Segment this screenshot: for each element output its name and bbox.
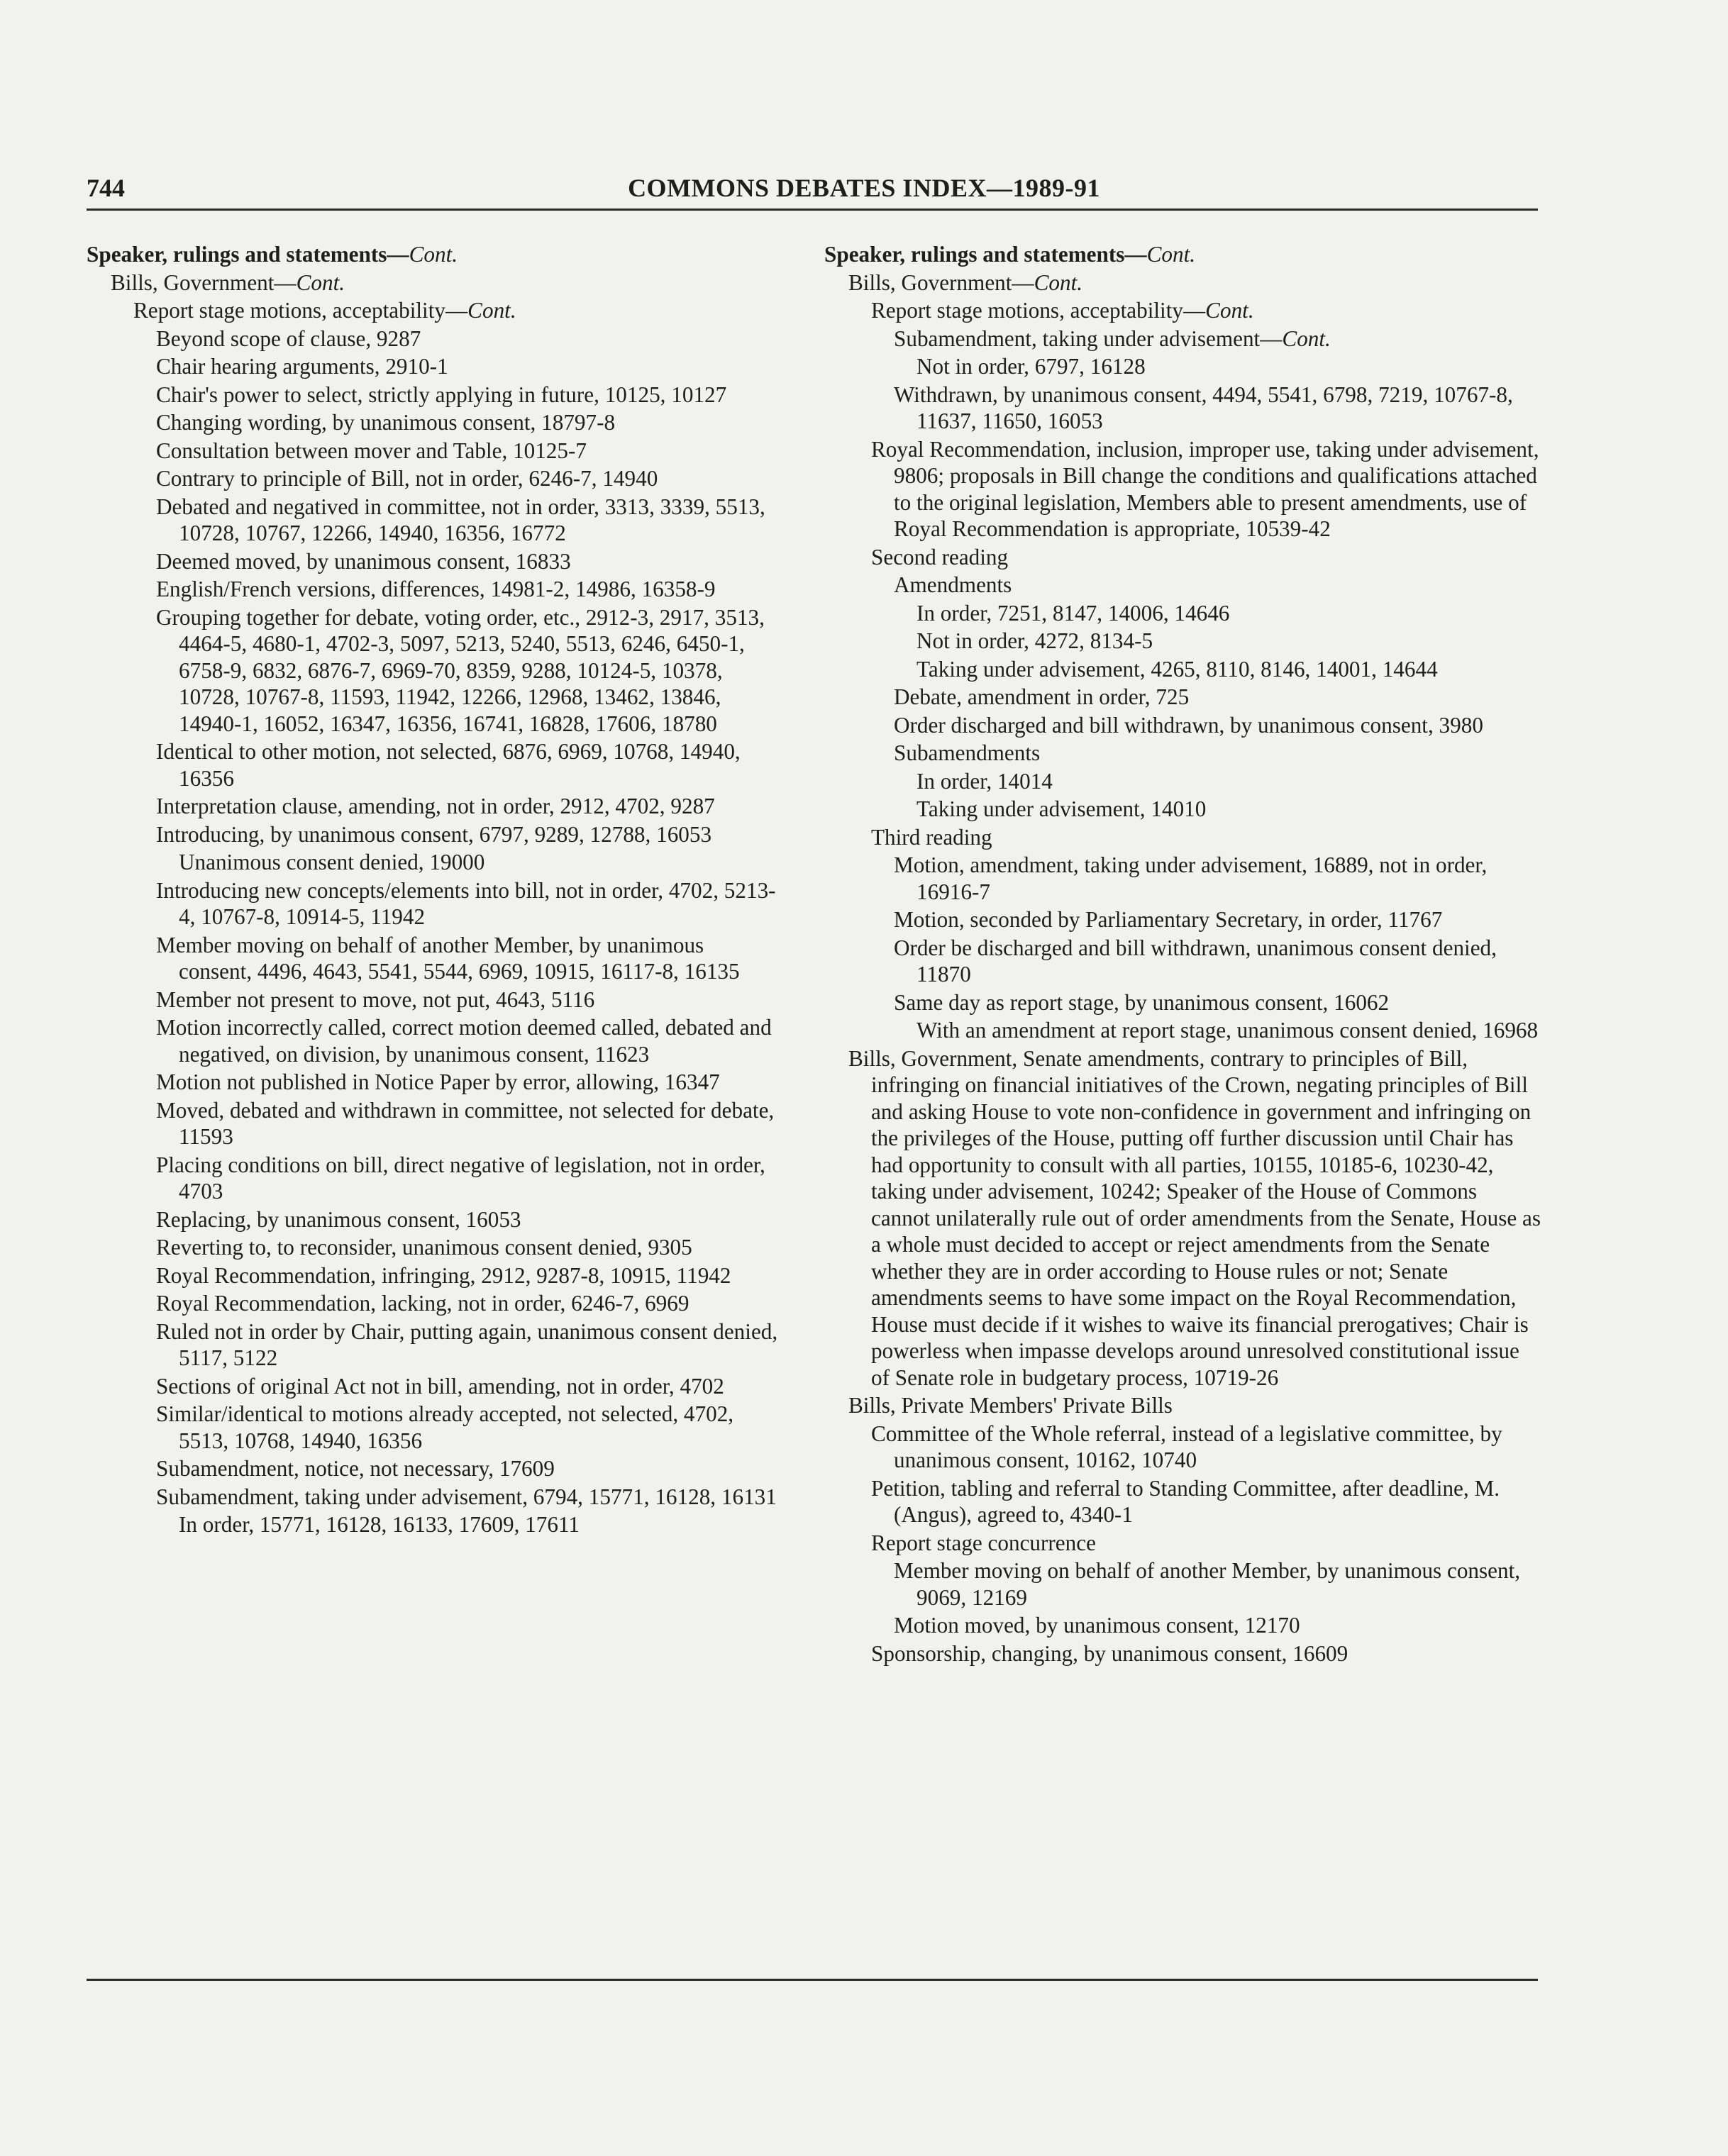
entry-text: Subamendments [894,740,1041,765]
continued-marker: Cont. [1146,242,1196,267]
entry-text: Motion incorrectly called, correct motion deemed called, debated and negatived, on division, by unanimous consent, 11623 [156,1015,772,1067]
entry-text: Bills, Government, Senate amendments, contrary to principles of Bill, infringing on financial initiatives of the Crown, negating principles of Bill and asking House to vote non-confidence in government and infringing on the privileges of the House, putting off further discussion until Chair has had opportunity to consult with all parties, 10155, 10185-6, 10230-42, taking under advisement, 10242; Speaker of the House of Commons cannot unilaterally rule out of order amendments from the Senate, House as a whole must decided to accept or reject amendments from the Senate whether they are in order according to House rules or not; Senate amendments seems to have some impact on the Royal Recommendation, House must decide if it wishes to waive its financial prerogatives; Chair is powerless when impasse develops around unresolved constitutional issue of Senate role in budgetary process, 10719-26 [848,1045,1541,1390]
index-entry [87,1484,782,1511]
entry-text: Bills, Government— [848,270,1034,295]
index-entry [824,684,1541,711]
entry-text: Third reading [871,824,992,850]
continued-marker: Cont. [1205,298,1254,323]
entry-text: Sections of original Act not in bill, amending, not in order, 4702 [156,1373,724,1399]
index-entry [87,738,782,791]
entry-text: Interpretation clause, amending, not in order, 2912, 4702, 9287 [156,794,715,818]
entry-text: Amendments [894,572,1012,597]
index-entry [87,793,782,820]
entry-text: Taking under advisement, 14010 [916,796,1207,821]
entry-text: In order, 15771, 16128, 16133, 17609, 17611 [179,1512,580,1537]
index-entry [87,1014,782,1067]
index-entry [824,935,1541,988]
entry-text: Debate, amendment in order, 725 [894,684,1190,709]
entry-text: Moved, debated and withdrawn in committee, not selected for debate, 11593 [156,1097,775,1149]
entry-text: Royal Recommendation, lacking, not in order, 6246-7, 6969 [156,1291,689,1316]
continued-marker: Cont. [467,298,516,323]
entry-text: Report stage motions, acceptability— [133,298,468,323]
index-entry [824,796,1541,823]
entry-text: Member not present to move, not put, 4643, 5116 [156,987,595,1012]
footer-rule [87,1979,1538,1981]
continued-marker: Cont. [296,270,345,295]
entry-text: Speaker, rulings and statements— [824,242,1147,267]
index-entry [824,1421,1541,1474]
index-entry [824,382,1541,435]
continued-marker: Cont. [1034,270,1083,295]
entry-text: Replacing, by unanimous consent, 16053 [156,1206,521,1232]
index-entry [87,409,782,436]
index-entry [87,1262,782,1289]
entry-text: Committee of the Whole referral, instead of a legislative committee, by unanimous consent, 10162, 10740 [871,1421,1502,1472]
index-entry [824,572,1541,599]
index-entry [824,740,1541,767]
entry-text: Deemed moved, by unanimous consent, 16833 [156,548,571,574]
index-entry [824,1612,1541,1639]
continued-marker: Cont. [1282,326,1331,351]
entry-text: Motion moved, by unanimous consent, 12170 [894,1613,1300,1638]
entry-text: Consultation between mover and Table, 10125-7 [156,438,587,463]
index-entry [87,877,782,930]
index-entry [824,1045,1541,1391]
index-entry [824,768,1541,795]
entry-text: Bills, Private Members' Private Bills [848,1393,1173,1418]
entry-text: Unanimous consent denied, 19000 [179,850,485,874]
entry-text: Same day as report stage, by unanimous consent, 16062 [894,989,1390,1015]
index-entry [87,1373,782,1400]
entry-text: Changing wording, by unanimous consent, 18797-8 [156,410,616,435]
index-entry [824,824,1541,851]
entry-text: Order be discharged and bill withdrawn, unanimous consent denied, 11870 [894,935,1497,987]
index-entry [87,297,782,324]
running-title: COMMONS DEBATES INDEX—1989-91 [628,174,1100,202]
entry-text: Order discharged and bill withdrawn, by unanimous consent, 3980 [894,712,1483,738]
entry-text: Petition, tabling and referral to Standing Committee, after deadline, M. (Angus), agreed to, 4340-1 [871,1475,1500,1527]
index-entry [87,1401,782,1454]
entry-text: Grouping together for debate, voting order, etc., 2912-3, 2917, 3513, 4464-5, 4680-1, 4702-3, 5097, 5213, 5240, 5513, 6246, 6450-1, 6758-9, 6832, 6876-7, 6969-70, 8359, 9288, 10124-5, 10378, 10728, 10767-8, 11593, 11942, 12266, 12968, 13462, 13846, 14940-1, 16052, 16347, 16356, 16741, 16828, 17606, 18780 [156,604,765,736]
index-entry [87,1511,782,1538]
entry-text: Contrary to principle of Bill, not in order, 6246-7, 14940 [156,466,658,491]
entry-text: Not in order, 6797, 16128 [916,354,1146,379]
index-entry [824,852,1541,905]
index-entry [824,270,1541,296]
index-entry [824,1557,1541,1611]
continued-marker: Cont. [409,242,458,267]
entry-text: Motion, amendment, taking under advisement, 16889, not in order, 16916-7 [894,852,1488,904]
index-entry [824,1392,1541,1419]
index-entry [87,494,782,547]
entry-text: Member moving on behalf of another Member, by unanimous consent, 9069, 12169 [894,1558,1521,1610]
index-entry [87,821,782,848]
index-entry [824,326,1541,352]
entry-text: Withdrawn, by unanimous consent, 4494, 5541, 6798, 7219, 10767-8, 11637, 11650, 16053 [894,382,1513,433]
index-entry [824,297,1541,324]
header-rule [87,209,1538,211]
index-entry [824,628,1541,655]
index-entry [87,849,782,876]
entry-text: With an amendment at report stage, unanimous consent denied, 16968 [916,1018,1539,1043]
index-entry [87,1097,782,1150]
entry-text: Subamendment, taking under advisement— [894,326,1283,351]
entry-text: Identical to other motion, not selected, 6876, 6969, 10768, 14940, 16356 [156,739,741,791]
entry-text: Royal Recommendation, inclusion, improper use, taking under advisement, 9806; proposals in Bill change the conditions and qualifications attached to the original legislation, Members able to present amendments, use of Royal Recommendation is appropriate, 10539-42 [871,436,1539,541]
entry-text: Chair hearing arguments, 2910-1 [156,354,448,379]
index-entry [87,987,782,1013]
entry-text: In order, 14014 [916,768,1053,794]
entry-text: Sponsorship, changing, by unanimous consent, 16609 [871,1640,1348,1666]
entry-text: Royal Recommendation, infringing, 2912, 9287-8, 10915, 11942 [156,1262,731,1288]
entry-text: Taking under advisement, 4265, 8110, 8146, 14001, 14644 [916,656,1438,682]
entry-text: Second reading [871,544,1009,569]
index-entry [87,1290,782,1317]
index-entry [87,465,782,492]
index-entry [87,1318,782,1372]
index-entry [824,436,1541,543]
index-entry [824,600,1541,627]
entry-text: Not in order, 4272, 8134-5 [916,628,1153,653]
index-entry [87,353,782,380]
index-entry [87,548,782,575]
index-entry [87,604,782,738]
entry-text: Introducing, by unanimous consent, 6797, 9289, 12788, 16053 [156,821,712,847]
index-entry [824,906,1541,933]
index-entry [87,1234,782,1261]
index-entry [87,438,782,465]
entry-text: English/French versions, differences, 14981-2, 14986, 16358-9 [156,577,716,601]
index-entry [824,712,1541,739]
entry-text: Ruled not in order by Chair, putting again, unanimous consent denied, 5117, 5122 [156,1318,778,1370]
entry-text: Placing conditions on bill, direct negative of legislation, not in order, 4703 [156,1152,765,1204]
entry-text: In order, 7251, 8147, 14006, 14646 [916,600,1230,626]
index-entry [87,326,782,352]
entry-text: Speaker, rulings and statements— [87,242,409,267]
index-entry [824,1530,1541,1557]
entry-text: Motion, seconded by Parliamentary Secretary, in order, 11767 [894,907,1443,932]
page-number: 744 [87,174,125,202]
entry-text: Beyond scope of clause, 9287 [156,326,421,351]
index-entry [824,353,1541,380]
index-entry [824,544,1541,571]
index-entry [824,989,1541,1016]
index-entry [87,1152,782,1205]
entry-text: Bills, Government— [111,270,297,295]
index-heading [824,241,1541,268]
index-heading [87,241,782,268]
entry-text: Introducing new concepts/elements into bill, not in order, 4702, 5213-4, 10767-8, 10914-5, 11942 [156,877,776,929]
index-column-right [824,241,1541,1668]
entry-text: Subamendment, notice, not necessary, 17609 [156,1456,555,1481]
index-entry [87,382,782,409]
index-entry [87,270,782,296]
entry-text: Debated and negatived in committee, not in order, 3313, 3339, 5513, 10728, 10767, 12266, 14940, 16356, 16772 [156,494,765,545]
entry-text: Subamendment, taking under advisement, 6794, 15771, 16128, 16131 [156,1484,777,1509]
index-entry [824,1640,1541,1667]
index-entry [824,1017,1541,1044]
entry-text: Chair's power to select, strictly applying in future, 10125, 10127 [156,382,727,407]
index-entry [824,1475,1541,1528]
entry-text: Similar/identical to motions already accepted, not selected, 4702, 5513, 10768, 14940, 16356 [156,1401,734,1453]
entry-text: Motion not published in Notice Paper by error, allowing, 16347 [156,1069,720,1094]
index-entry [87,576,782,603]
index-entry [824,656,1541,683]
entry-text: Reverting to, to reconsider, unanimous consent denied, 9305 [156,1235,692,1260]
entry-text: Member moving on behalf of another Member, by unanimous consent, 4496, 4643, 5541, 5544, 6969, 10915, 16117-8, 16135 [156,932,740,984]
index-entry [87,932,782,985]
index-entry [87,1455,782,1482]
index-entry [87,1206,782,1233]
entry-text: Report stage motions, acceptability— [871,298,1206,323]
index-entry [87,1069,782,1096]
entry-text: Report stage concurrence [871,1530,1096,1555]
index-column-left [87,241,782,1540]
